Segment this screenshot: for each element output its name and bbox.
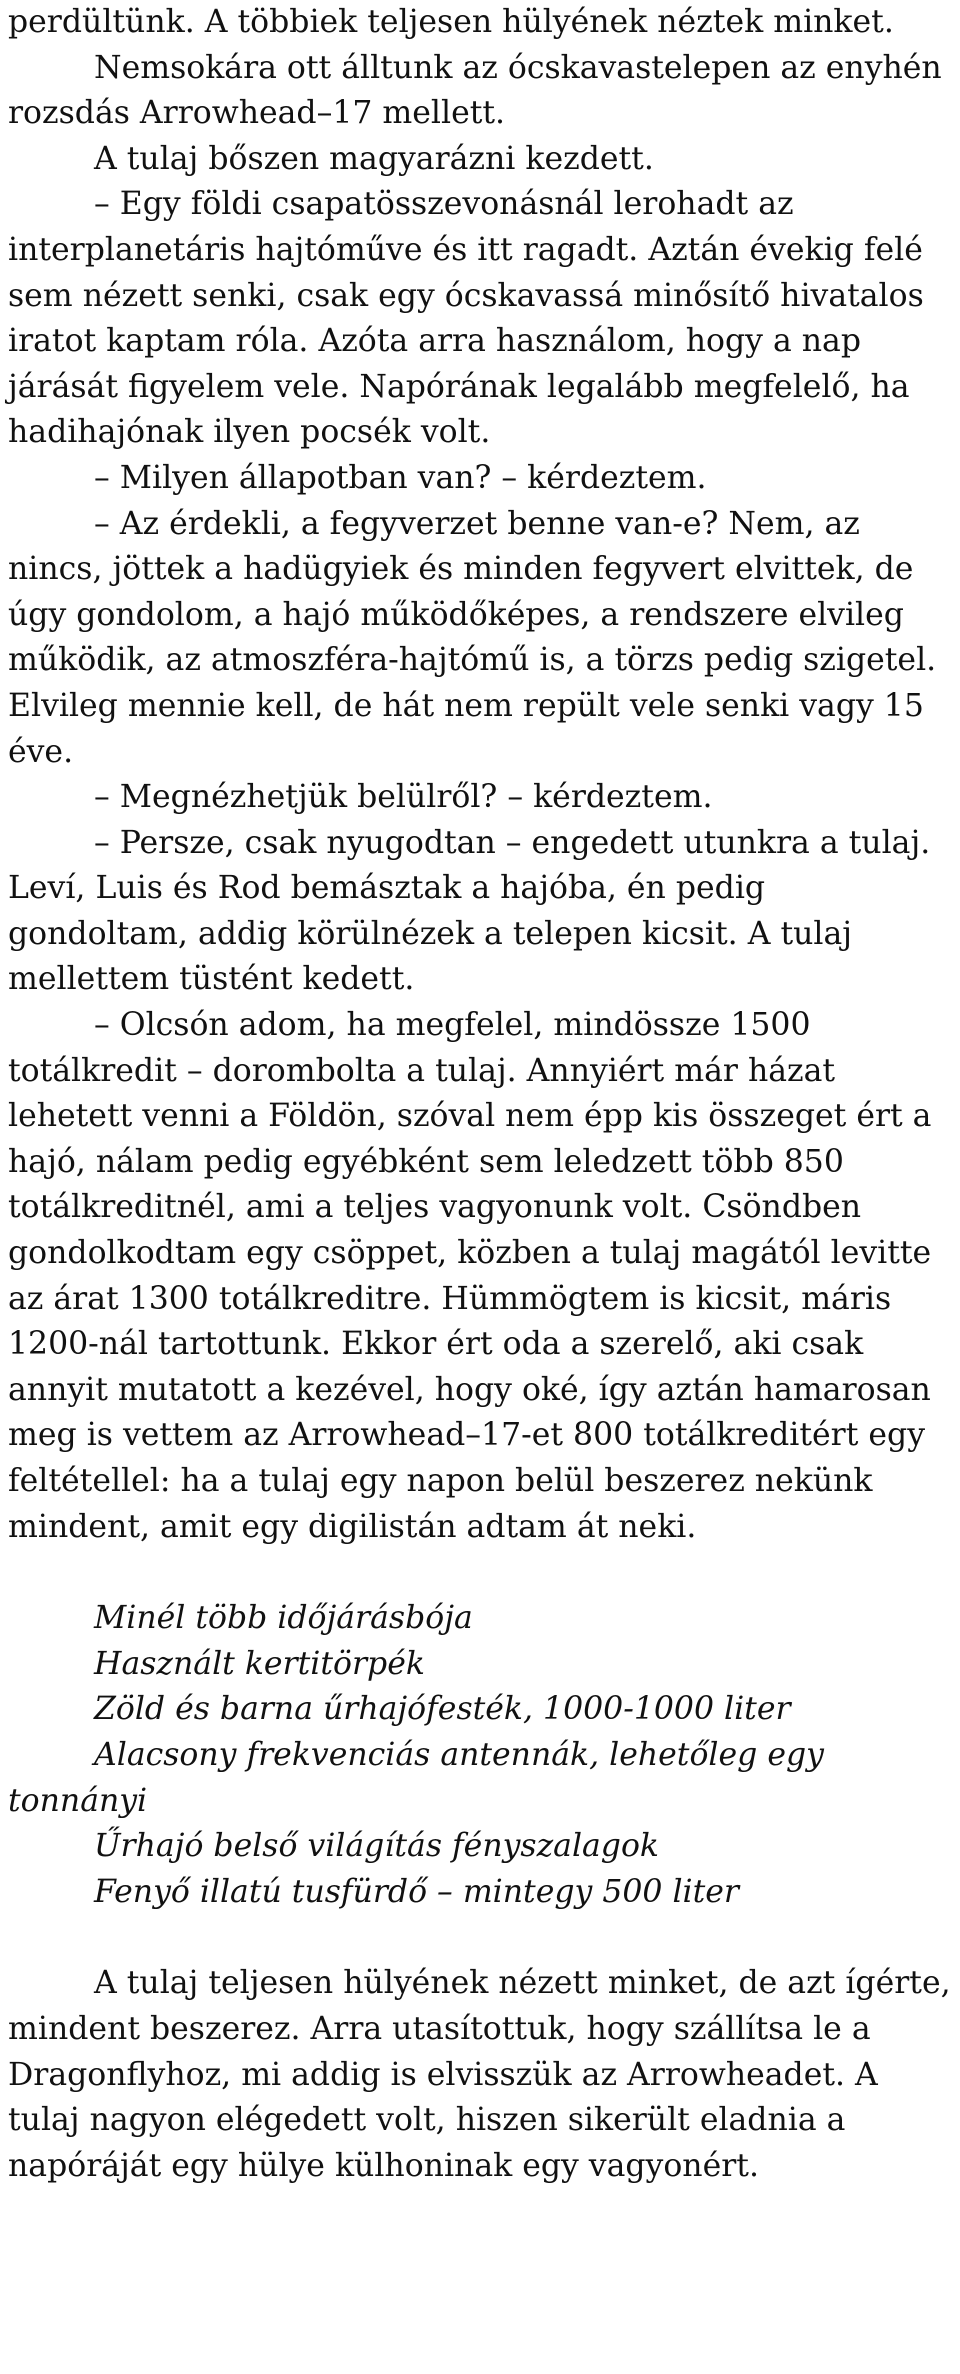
paragraph-4: – Egy földi csapatösszevonásnál lerohadt az interplanetáris hajtóműve és itt ragadt. Aztán évekig felé sem nézett senki, csak egy ócskavassá minősítő hivatalos iratot kaptam róla. Azóta arra használom, hogy a nap járását figyelem vele. Napórának legalább megfelelő, ha hadihajónak ilyen pocsék volt. [8, 186, 924, 451]
paragraph-2: Nemsokára ott álltunk az ócskavastelepen az enyhén rozsdás Arrowhead–17 mellett. [8, 49, 942, 132]
paragraph-9: – Olcsón adom, ha megfelel, mindössze 1500 totálkredit – dorombolta a tulaj. Annyiért már házat lehetett venni a Földön, szóval nem épp kis összeget ért a hajó, nálam pedig egyébként sem leledzett több 850 totálkreditnél, ami a teljes vagyonunk volt. Csöndben gondolkodtam egy csöppet, közben a tulaj magától levitte az árat 1300 totálkreditre. Hümmögtem is kicsit, máris 1200-nál tartottunk. Ekkor ért oda a szerelő, aki csak annyit mutatott a kezével, hogy oké, így aztán hamarosan meg is vettem az Arrowhead–17-et 800 totálkreditért egy feltétellel: ha a tulaj egy napon belül beszerez nekünk mindent, amit egy digilistán adtam át neki. [8, 1007, 932, 1545]
closing-paragraph: A tulaj teljesen hülyének nézett minket, de azt ígérte, mindent beszerez. Arra utasítottuk, hogy szállítsa le a Dragonflyhoz, mi addig is elvisszük az Arrowheadet. A tulaj nagyon elégedett volt, hiszen sikerült eladnia a napóráját egy hülye külhoninak egy vagyonért. [8, 1965, 951, 2184]
list-item: Használt kertitörpék [94, 1645, 425, 1682]
paragraph-5: – Milyen állapotban van? – kérdeztem. [94, 459, 707, 496]
list-item: Alacsony frekvenciás antennák, lehetőleg egy tonnányi [8, 1736, 824, 1819]
list-item: Zöld és barna űrhajófesték, 1000-1000 liter [94, 1691, 791, 1728]
paragraph-7: – Megnézhetjük belülről? – kérdeztem. [94, 779, 713, 816]
paragraph-6: – Az érdekli, a fegyverzet benne van-e? Nem, az nincs, jöttek a hadügyiek és minden fegyvert elvittek, de úgy gondolom, a hajó működőképes, a rendszere elvileg működik, az atmoszféra-hajtómű is, a törzs pedig szigetel. Elvileg mennie kell, de hát nem repült vele senki vagy 15 éve. [8, 505, 937, 770]
list-item: Minél több időjárásbója [94, 1600, 473, 1637]
paragraph-8: – Persze, csak nyugodtan – engedett utunkra a tulaj. Leví, Luis és Rod bemásztak a hajóba, én pedig gondoltam, addig körülnézek a telepen kicsit. A tulaj mellettem tüstént kedett. [8, 824, 931, 998]
list-item: Űrhajó belső világítás fényszalagok [94, 1828, 660, 1865]
paragraph-1: perdültünk. A többiek teljesen hülyének néztek minket. [8, 4, 894, 40]
list-item: Fenyő illatú tusfürdő – mintegy 500 liter [94, 1873, 739, 1910]
paragraph-3: A tulaj bőszen magyarázni kezdett. [94, 140, 654, 177]
